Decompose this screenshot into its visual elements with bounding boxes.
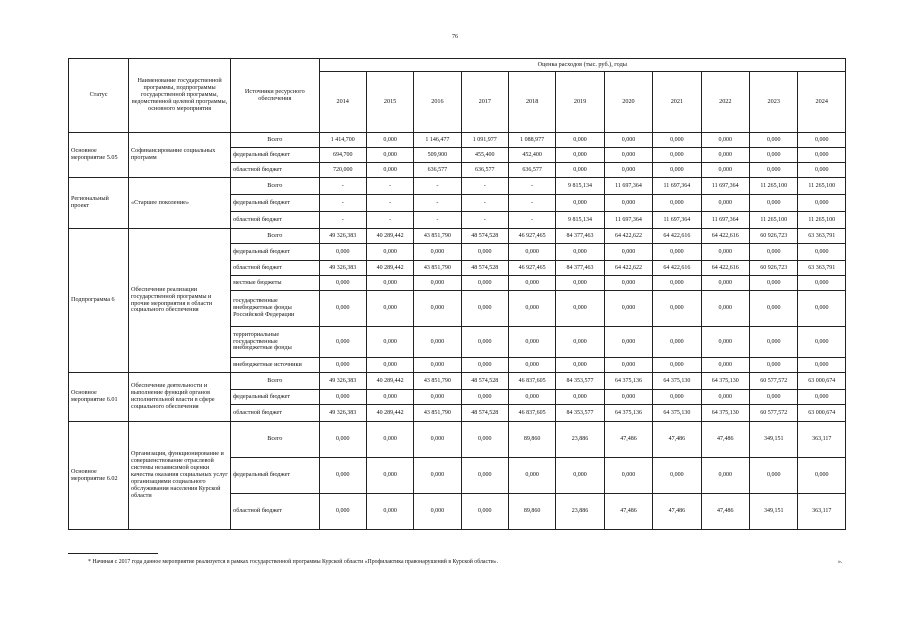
amount-cell: 1 414,700 (319, 133, 366, 148)
status-cell: Основное мероприятие 6.02 (69, 422, 129, 530)
amount-cell: - (461, 178, 508, 195)
amount-cell: - (319, 178, 366, 195)
program-name-cell: Организация, функционирование и совершенствование отраслевой системы независимой оценки качества оказания социальных услуг организациями социального обслуживания населения Курской области (129, 422, 231, 530)
table-row (69, 422, 846, 458)
amount-cell: 11 265,100 (750, 178, 798, 195)
amount-cell: 64 422,616 (701, 229, 749, 244)
amount-cell: 47,486 (653, 422, 701, 458)
amount-cell: - (414, 212, 461, 229)
amount-cell: 0,000 (604, 148, 652, 163)
amount-cell: 0,000 (414, 390, 461, 405)
amount-cell: - (508, 212, 555, 229)
header-name: Наименование государственной программы, подпрограммы государственной программы, ведомственной целевой программы, основного мероприятия (129, 59, 231, 133)
amount-cell: 64 375,130 (653, 405, 701, 422)
table-row (69, 373, 846, 390)
footnote: * Начиная с 2017 года данное мероприятие реализуется в рамках государственной программы Курской области «Профилактика правонарушений в Курской области». (88, 559, 499, 565)
amount-cell: 0,000 (653, 458, 701, 494)
amount-cell: 363,117 (798, 494, 846, 530)
amount-cell: 64 422,616 (653, 261, 701, 276)
amount-cell: 0,000 (750, 291, 798, 327)
amount-cell: 0,000 (604, 244, 652, 261)
amount-cell: 0,000 (366, 458, 413, 494)
amount-cell: 0,000 (319, 458, 366, 494)
amount-cell: 48 574,528 (461, 405, 508, 422)
amount-cell: 509,900 (414, 148, 461, 163)
amount-cell: 40 289,442 (366, 261, 413, 276)
amount-cell: 0,000 (701, 327, 749, 358)
header-status: Статус (69, 59, 129, 133)
amount-cell: 0,000 (366, 133, 413, 148)
header-source: Источники ресурсного обеспечения (231, 59, 319, 133)
header-year: 2016 (414, 72, 461, 133)
amount-cell: 84 377,463 (556, 261, 604, 276)
amount-cell: - (461, 212, 508, 229)
amount-cell: 0,000 (798, 358, 846, 373)
amount-cell: - (461, 195, 508, 212)
amount-cell: 0,000 (319, 244, 366, 261)
amount-cell: 0,000 (701, 148, 749, 163)
amount-cell: 0,000 (556, 244, 604, 261)
amount-cell: 11 697,364 (701, 212, 749, 229)
amount-cell: 636,577 (414, 163, 461, 178)
amount-cell: 455,400 (461, 148, 508, 163)
funding-source-cell: государственные внебюджетные фонды Российской Федерации (231, 291, 319, 327)
amount-cell: 40 289,442 (366, 229, 413, 244)
amount-cell: 0,000 (701, 163, 749, 178)
amount-cell: 0,000 (556, 291, 604, 327)
amount-cell: - (366, 195, 413, 212)
amount-cell: 0,000 (750, 358, 798, 373)
amount-cell: 46 927,465 (508, 229, 555, 244)
amount-cell: 23,886 (556, 494, 604, 530)
amount-cell: 0,000 (556, 163, 604, 178)
amount-cell: 11 697,364 (653, 212, 701, 229)
amount-cell: 0,000 (319, 422, 366, 458)
funding-source-cell: федеральный бюджет (231, 458, 319, 494)
amount-cell: 89,860 (508, 422, 555, 458)
amount-cell: 0,000 (556, 276, 604, 291)
funding-source-cell: Всего (231, 422, 319, 458)
amount-cell: 0,000 (556, 390, 604, 405)
amount-cell: 63 363,791 (798, 261, 846, 276)
amount-cell: 0,000 (604, 195, 652, 212)
header-year: 2022 (701, 72, 749, 133)
amount-cell: 47,486 (653, 494, 701, 530)
funding-source-cell: федеральный бюджет (231, 195, 319, 212)
header-years-caption: Оценка расходов (тыс. руб.), годы (319, 59, 845, 72)
amount-cell: 84 377,463 (556, 229, 604, 244)
amount-cell: 0,000 (653, 148, 701, 163)
amount-cell: 46 927,465 (508, 261, 555, 276)
amount-cell: - (414, 195, 461, 212)
program-name-cell: Обеспечение деятельности и выполнение функций органов исполнительной власти в сфере социального обеспечения (129, 373, 231, 422)
header-year: 2015 (366, 72, 413, 133)
footnote-end: ». (838, 559, 843, 565)
amount-cell: 0,000 (461, 291, 508, 327)
amount-cell: 0,000 (366, 327, 413, 358)
amount-cell: 84 353,577 (556, 373, 604, 390)
funding-source-cell: внебюджетные источники (231, 358, 319, 373)
amount-cell: 64 422,622 (604, 261, 652, 276)
funding-source-cell: областной бюджет (231, 405, 319, 422)
amount-cell: 0,000 (556, 133, 604, 148)
amount-cell: 43 851,790 (414, 229, 461, 244)
amount-cell: 0,000 (366, 358, 413, 373)
amount-cell: 0,000 (366, 276, 413, 291)
amount-cell: 0,000 (366, 390, 413, 405)
amount-cell: 0,000 (414, 276, 461, 291)
amount-cell: 0,000 (750, 148, 798, 163)
amount-cell: 0,000 (319, 276, 366, 291)
amount-cell: 0,000 (508, 244, 555, 261)
amount-cell: 47,486 (701, 422, 749, 458)
amount-cell: 0,000 (414, 358, 461, 373)
amount-cell: 0,000 (508, 291, 555, 327)
amount-cell: 0,000 (604, 458, 652, 494)
amount-cell: 11 697,364 (604, 178, 652, 195)
amount-cell: 0,000 (414, 494, 461, 530)
amount-cell: 0,000 (798, 291, 846, 327)
amount-cell: 0,000 (366, 494, 413, 530)
amount-cell: 0,000 (653, 358, 701, 373)
amount-cell: 47,486 (604, 422, 652, 458)
funding-source-cell: территориальные государственные внебюджетные фонды (231, 327, 319, 358)
amount-cell: 0,000 (653, 276, 701, 291)
funding-source-cell: федеральный бюджет (231, 244, 319, 261)
funding-source-cell: Всего (231, 178, 319, 195)
amount-cell: 0,000 (556, 358, 604, 373)
amount-cell: 43 851,790 (414, 405, 461, 422)
amount-cell: 0,000 (653, 133, 701, 148)
amount-cell: 0,000 (319, 358, 366, 373)
amount-cell: 40 289,442 (366, 405, 413, 422)
amount-cell: 23,886 (556, 422, 604, 458)
amount-cell: 60 577,572 (750, 373, 798, 390)
amount-cell: 0,000 (701, 390, 749, 405)
page-number: 76 (452, 34, 458, 40)
amount-cell: 0,000 (461, 276, 508, 291)
amount-cell: 11 697,364 (604, 212, 652, 229)
amount-cell: 49 326,383 (319, 261, 366, 276)
amount-cell: 43 851,790 (414, 261, 461, 276)
header-year: 2018 (508, 72, 555, 133)
amount-cell: 0,000 (653, 390, 701, 405)
amount-cell: 0,000 (701, 291, 749, 327)
amount-cell: - (319, 212, 366, 229)
amount-cell: 63 000,674 (798, 405, 846, 422)
amount-cell: 0,000 (414, 458, 461, 494)
amount-cell: 0,000 (366, 148, 413, 163)
amount-cell: 47,486 (604, 494, 652, 530)
amount-cell: 0,000 (461, 458, 508, 494)
amount-cell: 48 574,528 (461, 229, 508, 244)
amount-cell: 0,000 (508, 358, 555, 373)
amount-cell: 60 926,723 (750, 229, 798, 244)
amount-cell: 0,000 (653, 163, 701, 178)
amount-cell: 0,000 (604, 358, 652, 373)
funding-source-cell: областной бюджет (231, 212, 319, 229)
amount-cell: 60 577,572 (750, 405, 798, 422)
amount-cell: 0,000 (414, 327, 461, 358)
status-cell: Основное мероприятие 5.05 (69, 133, 129, 178)
amount-cell: 49 326,383 (319, 405, 366, 422)
program-name-cell: «Старшее поколение» (129, 178, 231, 229)
amount-cell: - (366, 212, 413, 229)
amount-cell: 636,577 (461, 163, 508, 178)
program-name-cell: Обеспечение реализации государственной программы и прочие мероприятия в области социального обеспечения (129, 229, 231, 373)
footnote-divider (68, 553, 158, 554)
amount-cell: 363,117 (798, 422, 846, 458)
amount-cell: 0,000 (414, 291, 461, 327)
amount-cell: 40 289,442 (366, 373, 413, 390)
amount-cell: 63 000,674 (798, 373, 846, 390)
amount-cell: 9 815,134 (556, 178, 604, 195)
amount-cell: 349,151 (750, 494, 798, 530)
amount-cell: 0,000 (604, 327, 652, 358)
amount-cell: 0,000 (798, 133, 846, 148)
header-year: 2024 (798, 72, 846, 133)
amount-cell: 0,000 (750, 163, 798, 178)
amount-cell: 452,400 (508, 148, 555, 163)
amount-cell: 11 697,364 (653, 178, 701, 195)
amount-cell: 0,000 (701, 458, 749, 494)
amount-cell: 0,000 (319, 390, 366, 405)
amount-cell: 89,860 (508, 494, 555, 530)
funding-source-cell: местные бюджеты (231, 276, 319, 291)
amount-cell: 0,000 (653, 195, 701, 212)
amount-cell: - (366, 178, 413, 195)
amount-cell: 0,000 (461, 327, 508, 358)
amount-cell: 1 088,977 (508, 133, 555, 148)
funding-source-cell: Всего (231, 133, 319, 148)
amount-cell: 64 375,136 (604, 373, 652, 390)
table-row (69, 133, 846, 148)
amount-cell: 64 375,130 (701, 373, 749, 390)
amount-cell: 0,000 (319, 291, 366, 327)
amount-cell: 0,000 (701, 244, 749, 261)
header-year: 2019 (556, 72, 604, 133)
amount-cell: 0,000 (750, 244, 798, 261)
amount-cell: 1 146,477 (414, 133, 461, 148)
amount-cell: 0,000 (366, 291, 413, 327)
amount-cell: 48 574,528 (461, 261, 508, 276)
amount-cell: 1 091,977 (461, 133, 508, 148)
status-cell: Основное мероприятие 6.01 (69, 373, 129, 422)
table-row (69, 178, 846, 195)
amount-cell: 46 837,605 (508, 405, 555, 422)
funding-source-cell: федеральный бюджет (231, 148, 319, 163)
amount-cell: 0,000 (319, 494, 366, 530)
amount-cell: 0,000 (750, 458, 798, 494)
amount-cell: 11 697,364 (701, 178, 749, 195)
amount-cell: 64 422,616 (701, 261, 749, 276)
amount-cell: 0,000 (319, 327, 366, 358)
amount-cell: 46 837,605 (508, 373, 555, 390)
program-name-cell: Софинансирование социальных программ (129, 133, 231, 178)
amount-cell: 0,000 (604, 163, 652, 178)
amount-cell: 11 265,100 (798, 178, 846, 195)
header-year: 2014 (319, 72, 366, 133)
amount-cell: 0,000 (750, 276, 798, 291)
amount-cell: 0,000 (653, 291, 701, 327)
amount-cell: 84 353,577 (556, 405, 604, 422)
amount-cell: 0,000 (461, 390, 508, 405)
amount-cell: 0,000 (798, 148, 846, 163)
amount-cell: 0,000 (798, 195, 846, 212)
amount-cell: 0,000 (798, 163, 846, 178)
amount-cell: 0,000 (556, 195, 604, 212)
amount-cell: 0,000 (604, 390, 652, 405)
amount-cell: 63 363,791 (798, 229, 846, 244)
funding-source-cell: областной бюджет (231, 163, 319, 178)
amount-cell: 0,000 (508, 390, 555, 405)
amount-cell: 0,000 (366, 422, 413, 458)
amount-cell: 0,000 (798, 244, 846, 261)
amount-cell: 0,000 (604, 133, 652, 148)
amount-cell: 0,000 (653, 327, 701, 358)
amount-cell: 0,000 (461, 494, 508, 530)
amount-cell: 64 422,616 (653, 229, 701, 244)
amount-cell: 0,000 (750, 327, 798, 358)
amount-cell: 11 265,100 (750, 212, 798, 229)
amount-cell: 49 326,383 (319, 229, 366, 244)
amount-cell: 64 375,136 (604, 405, 652, 422)
amount-cell: 0,000 (366, 163, 413, 178)
amount-cell: 349,151 (750, 422, 798, 458)
amount-cell: 0,000 (604, 291, 652, 327)
amount-cell: 694,700 (319, 148, 366, 163)
amount-cell: - (319, 195, 366, 212)
funding-source-cell: Всего (231, 229, 319, 244)
amount-cell: - (508, 195, 555, 212)
header-year: 2023 (750, 72, 798, 133)
amount-cell: 0,000 (701, 133, 749, 148)
amount-cell: 0,000 (414, 422, 461, 458)
funding-source-cell: областной бюджет (231, 494, 319, 530)
amount-cell: 0,000 (750, 390, 798, 405)
amount-cell: 0,000 (461, 358, 508, 373)
amount-cell: 0,000 (798, 390, 846, 405)
amount-cell: 0,000 (750, 195, 798, 212)
amount-cell: 0,000 (798, 458, 846, 494)
amount-cell: 0,000 (461, 422, 508, 458)
amount-cell: 9 815,134 (556, 212, 604, 229)
amount-cell: 0,000 (604, 276, 652, 291)
funding-source-cell: федеральный бюджет (231, 390, 319, 405)
amount-cell: 48 574,528 (461, 373, 508, 390)
header-year: 2020 (604, 72, 652, 133)
amount-cell: 11 265,100 (798, 212, 846, 229)
amount-cell: - (414, 178, 461, 195)
amount-cell: 64 375,130 (701, 405, 749, 422)
amount-cell: 64 422,622 (604, 229, 652, 244)
amount-cell: 0,000 (508, 327, 555, 358)
header-year: 2017 (461, 72, 508, 133)
amount-cell: 0,000 (750, 133, 798, 148)
amount-cell: 0,000 (798, 327, 846, 358)
amount-cell: 47,486 (701, 494, 749, 530)
amount-cell: 0,000 (508, 458, 555, 494)
amount-cell: 0,000 (701, 276, 749, 291)
funding-source-cell: Всего (231, 373, 319, 390)
header-year: 2021 (653, 72, 701, 133)
amount-cell: 636,577 (508, 163, 555, 178)
amount-cell: 0,000 (798, 276, 846, 291)
amount-cell: 720,000 (319, 163, 366, 178)
amount-cell: 43 851,790 (414, 373, 461, 390)
amount-cell: 0,000 (414, 244, 461, 261)
table-body (69, 133, 846, 530)
amount-cell: 0,000 (556, 327, 604, 358)
budget-table (68, 58, 846, 530)
amount-cell: - (508, 178, 555, 195)
amount-cell: 0,000 (556, 148, 604, 163)
amount-cell: 49 326,383 (319, 373, 366, 390)
amount-cell: 0,000 (701, 195, 749, 212)
amount-cell: 0,000 (508, 276, 555, 291)
amount-cell: 0,000 (366, 244, 413, 261)
amount-cell: 0,000 (701, 358, 749, 373)
amount-cell: 0,000 (556, 458, 604, 494)
status-cell: Подпрограмма 6 (69, 229, 129, 373)
amount-cell: 60 926,723 (750, 261, 798, 276)
status-cell: Региональный проект (69, 178, 129, 229)
table-header (69, 59, 846, 133)
amount-cell: 0,000 (461, 244, 508, 261)
table-row (69, 229, 846, 244)
amount-cell: 0,000 (653, 244, 701, 261)
amount-cell: 64 375,130 (653, 373, 701, 390)
funding-source-cell: областной бюджет (231, 261, 319, 276)
